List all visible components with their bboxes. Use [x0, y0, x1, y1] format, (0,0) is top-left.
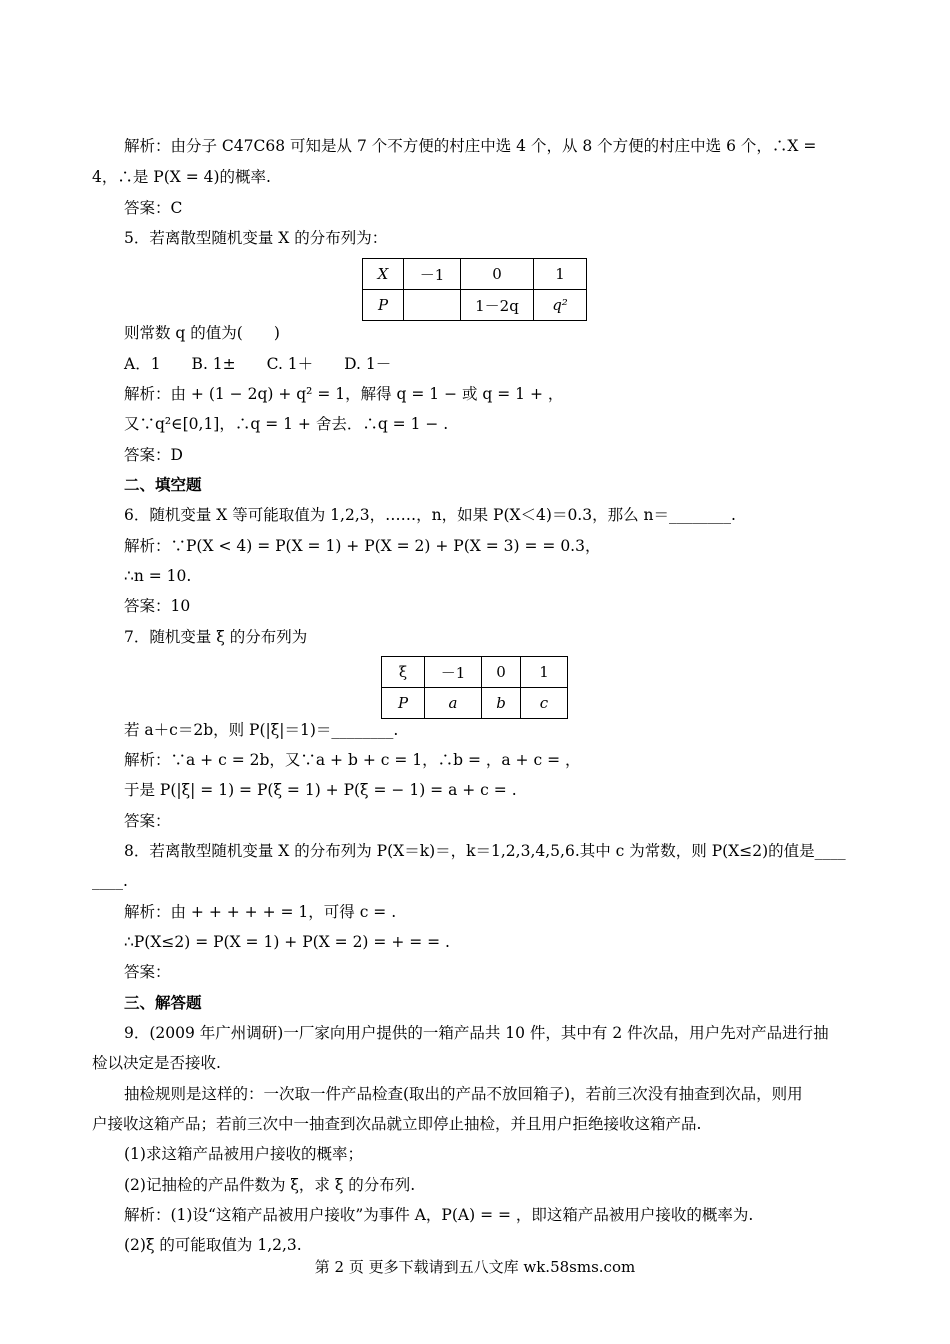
question-8: 8．若离散型随机变量 X 的分布列为 P(X＝k)＝，k＝1,2,3,4,5,6.其中 c 为常数，则 P(X≤2)的值是____: [124, 842, 846, 860]
section-heading: 二、填空题: [124, 475, 202, 494]
table-cell: P: [363, 290, 404, 321]
table-cell: b: [482, 688, 521, 719]
table-cell: ξ: [382, 657, 425, 688]
table-cell: c: [521, 688, 568, 719]
text-line: (1)求这箱产品被用户接收的概率；: [124, 1145, 363, 1163]
table-cell: a: [425, 688, 482, 719]
text-line: 又∵q²∈[0,1]，∴q = 1 + 舍去．∴q = 1 − .: [124, 415, 449, 433]
text-line: ∴n = 10.: [124, 567, 192, 585]
text-line: ∴P(X≤2) = P(X = 1) + P(X = 2) = + = = .: [124, 933, 450, 951]
text-line: 于是 P(|ξ| = 1) = P(ξ = 1) + P(ξ = − 1) = a + c = .: [124, 781, 517, 799]
text-line: 解析：∵a + c = 2b，又∵a + b + c = 1，∴b = ，a + c = ，: [124, 751, 581, 769]
answer-line: 答案：C: [124, 199, 183, 217]
answer-line: 答案：: [124, 812, 171, 830]
text-line: 则常数 q 的值为( ): [124, 324, 280, 342]
answer-line: 答案：D: [124, 446, 183, 464]
table-cell: P: [382, 688, 425, 719]
table-cell: q²: [534, 290, 587, 321]
distribution-table-2: [381, 656, 568, 719]
question-7: 7．随机变量 ξ 的分布列为: [124, 628, 308, 646]
text-line: 解析：(1)设“这箱产品被用户接收”为事件 A，P(A) = = ，即这箱产品被用户接收的概率为.: [124, 1206, 754, 1224]
text-line: 抽检规则是这样的：一次取一件产品检查(取出的产品不放回箱子)，若前三次没有抽查到次品，则用: [124, 1085, 803, 1103]
text-line: 解析：由 + (1 − 2q) + q² = 1，解得 q = 1 − 或 q = 1 + ，: [124, 385, 564, 403]
table-cell: 1: [534, 259, 587, 290]
answer-line: 答案：: [124, 963, 171, 981]
table-cell: 1: [521, 657, 568, 688]
table-cell: －1: [425, 657, 482, 688]
text-line: 4，∴是 P(X = 4)的概率.: [92, 168, 271, 186]
text-line: 若 a＋c＝2b，则 P(|ξ|＝1)＝________.: [124, 721, 399, 739]
text-line: ____.: [92, 872, 128, 890]
table-cell: [404, 290, 461, 321]
text-line: 解析：由 + + + + + = 1，可得 c = .: [124, 903, 397, 921]
answer-line: 答案：10: [124, 597, 191, 615]
question-6: 6．随机变量 X 等可能取值为 1,2,3，……，n，如果 P(X＜4)＝0.3，那么 n＝________.: [124, 506, 736, 524]
table-cell: 0: [461, 259, 534, 290]
distribution-table-1: [362, 258, 587, 321]
text-line: (2)ξ 的可能取值为 1,2,3.: [124, 1236, 302, 1254]
question-9: 9．(2009 年广州调研)一厂家向用户提供的一箱产品共 10 件，其中有 2 件次品，用户先对产品进行抽: [124, 1024, 829, 1042]
table-cell: X: [363, 259, 404, 290]
table-cell: －1: [404, 259, 461, 290]
table-cell: 0: [482, 657, 521, 688]
options-line: A．1 B. 1± C. 1＋ D. 1－: [124, 355, 392, 373]
text-line: 解析：∵P(X < 4) = P(X = 1) + P(X = 2) + P(X = 3) = = 0.3，: [124, 537, 601, 555]
section-heading: 三、解答题: [124, 993, 202, 1012]
text-line: 检以决定是否接收.: [92, 1054, 221, 1072]
page-footer: 第 2 页 更多下载请到五八文库 wk.58sms.com: [314, 1258, 636, 1276]
text-line: 户接收这箱产品；若前三次中一抽查到次品就立即停止抽检，并且用户拒绝接收这箱产品.: [92, 1115, 702, 1133]
text-line: 解析：由分子 C47C68 可知是从 7 个不方便的村庄中选 4 个，从 8 个方便的村庄中选 6 个，∴X =: [124, 137, 817, 155]
text-line: (2)记抽检的产品件数为 ξ，求 ξ 的分布列.: [124, 1176, 416, 1194]
table-cell: 1－2q: [461, 290, 534, 321]
question-5: 5．若离散型随机变量 X 的分布列为：: [124, 229, 388, 247]
